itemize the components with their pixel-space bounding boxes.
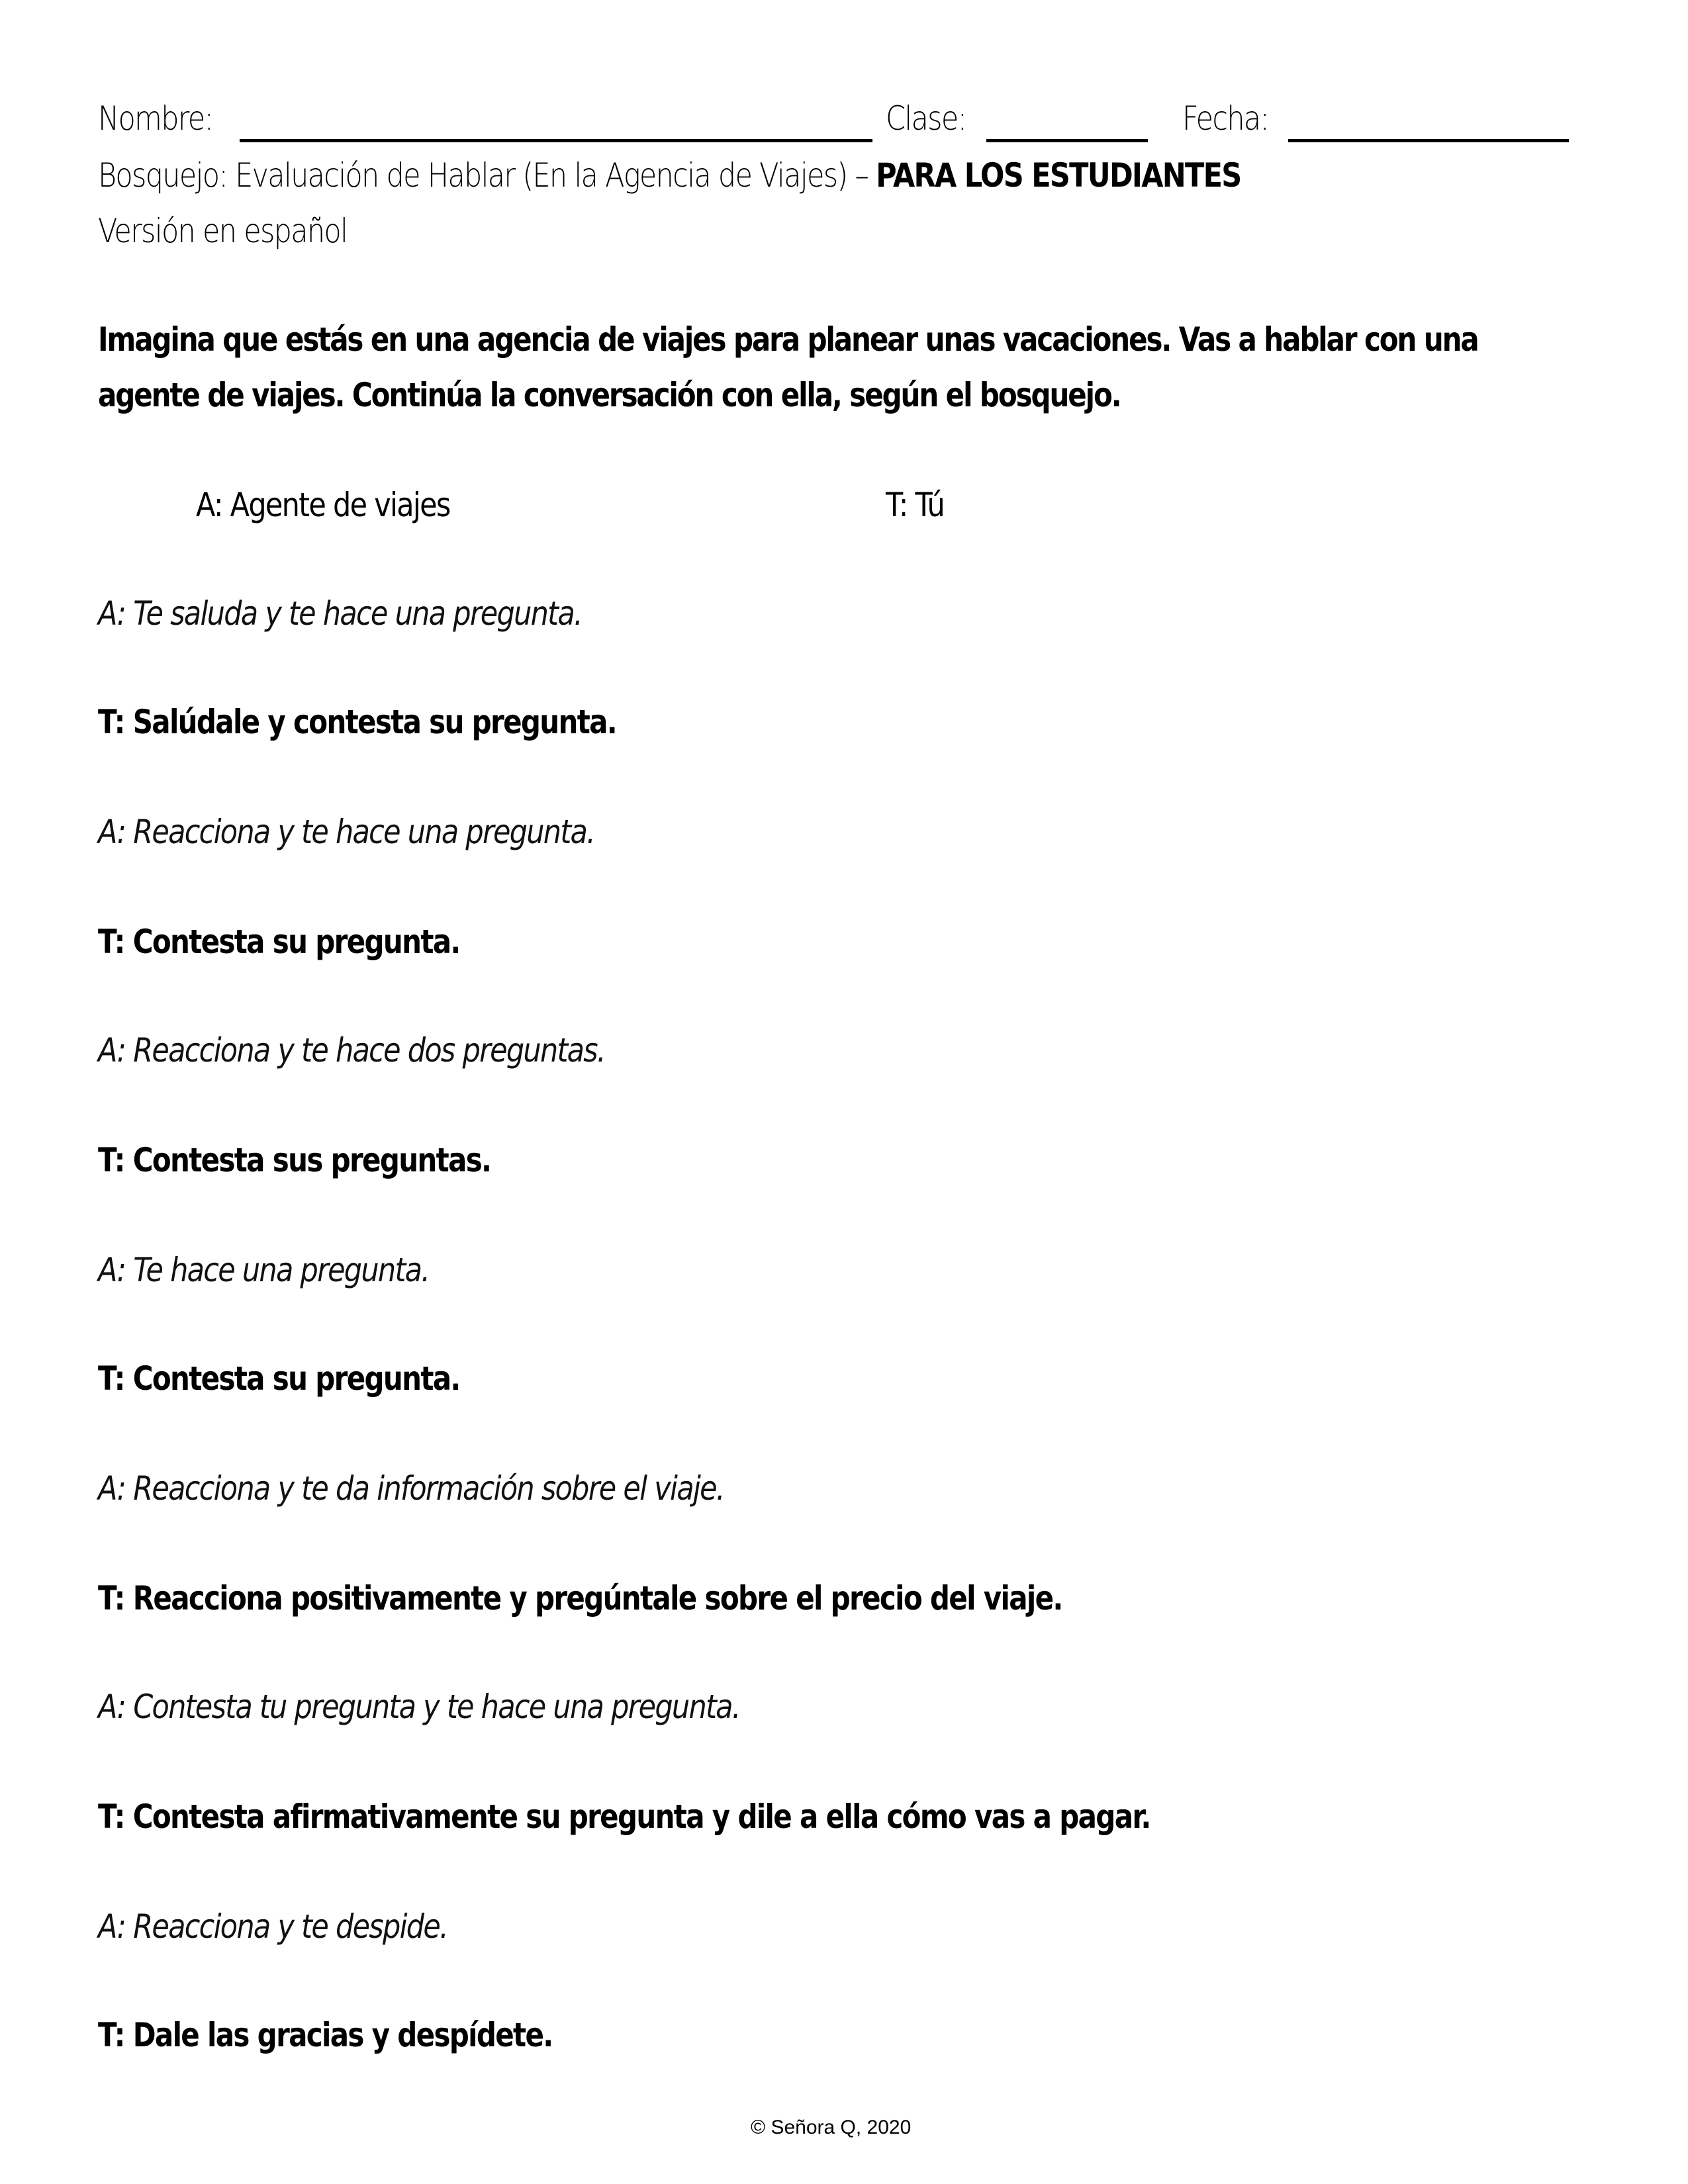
dialogue-line-you: T: Salúdale y contesta su pregunta.: [98, 703, 617, 741]
dialogue-line-agent: A: Reacciona y te hace una pregunta.: [98, 813, 595, 851]
dialogue-line-agent: A: Reacciona y te despide.: [98, 1907, 448, 1946]
copyright-footer: © Señora Q, 2020: [751, 2116, 912, 2138]
dialogue-line-you: T: Contesta afirmativamente su pregunta y dile a ella cómo vas a pagar.: [98, 1797, 1150, 1836]
title-audience: PARA LOS ESTUDIANTES: [876, 156, 1241, 195]
date-field[interactable]: [1288, 109, 1569, 142]
dialogue-line-you: T: Reacciona positivamente y pregúntale sobre el precio del viaje.: [98, 1579, 1062, 1617]
dialogue-line-you: T: Contesta su pregunta.: [98, 923, 460, 961]
title-prefix: Bosquejo: Evaluación de Hablar (En la Agencia de Viajes) –: [98, 156, 876, 195]
class-label: Clase:: [886, 99, 966, 138]
date-label: Fecha:: [1182, 99, 1269, 138]
legend-agent: A: Agente de viajes: [196, 486, 450, 524]
class-field[interactable]: [986, 109, 1148, 142]
dialogue-line-you: T: Contesta su pregunta.: [98, 1359, 460, 1398]
dialogue-line-agent: A: Te saluda y te hace una pregunta.: [98, 594, 582, 633]
dialogue-line-agent: A: Te hace una pregunta.: [98, 1251, 430, 1289]
document-title: [98, 156, 1241, 195]
legend-you: T: Tú: [886, 486, 945, 524]
dialogue-line-agent: A: Reacciona y te da información sobre el viaje.: [98, 1469, 724, 1508]
name-label: Nombre:: [98, 99, 213, 138]
intro-line-1: Imagina que estás en una agencia de viajes para planear unas vacaciones. Vas a hablar con una: [98, 320, 1478, 359]
intro-line-2: agente de viajes. Continúa la conversación con ella, según el bosquejo.: [98, 376, 1121, 414]
dialogue-line-agent: A: Contesta tu pregunta y te hace una pregunta.: [98, 1688, 740, 1726]
name-field[interactable]: [240, 109, 872, 142]
dialogue-line-agent: A: Reacciona y te hace dos preguntas.: [98, 1031, 605, 1069]
dialogue-line-you: T: Dale las gracias y despídete.: [98, 2016, 553, 2054]
version-label: Versión en español: [98, 212, 348, 250]
dialogue-line-you: T: Contesta sus preguntas.: [98, 1141, 491, 1179]
